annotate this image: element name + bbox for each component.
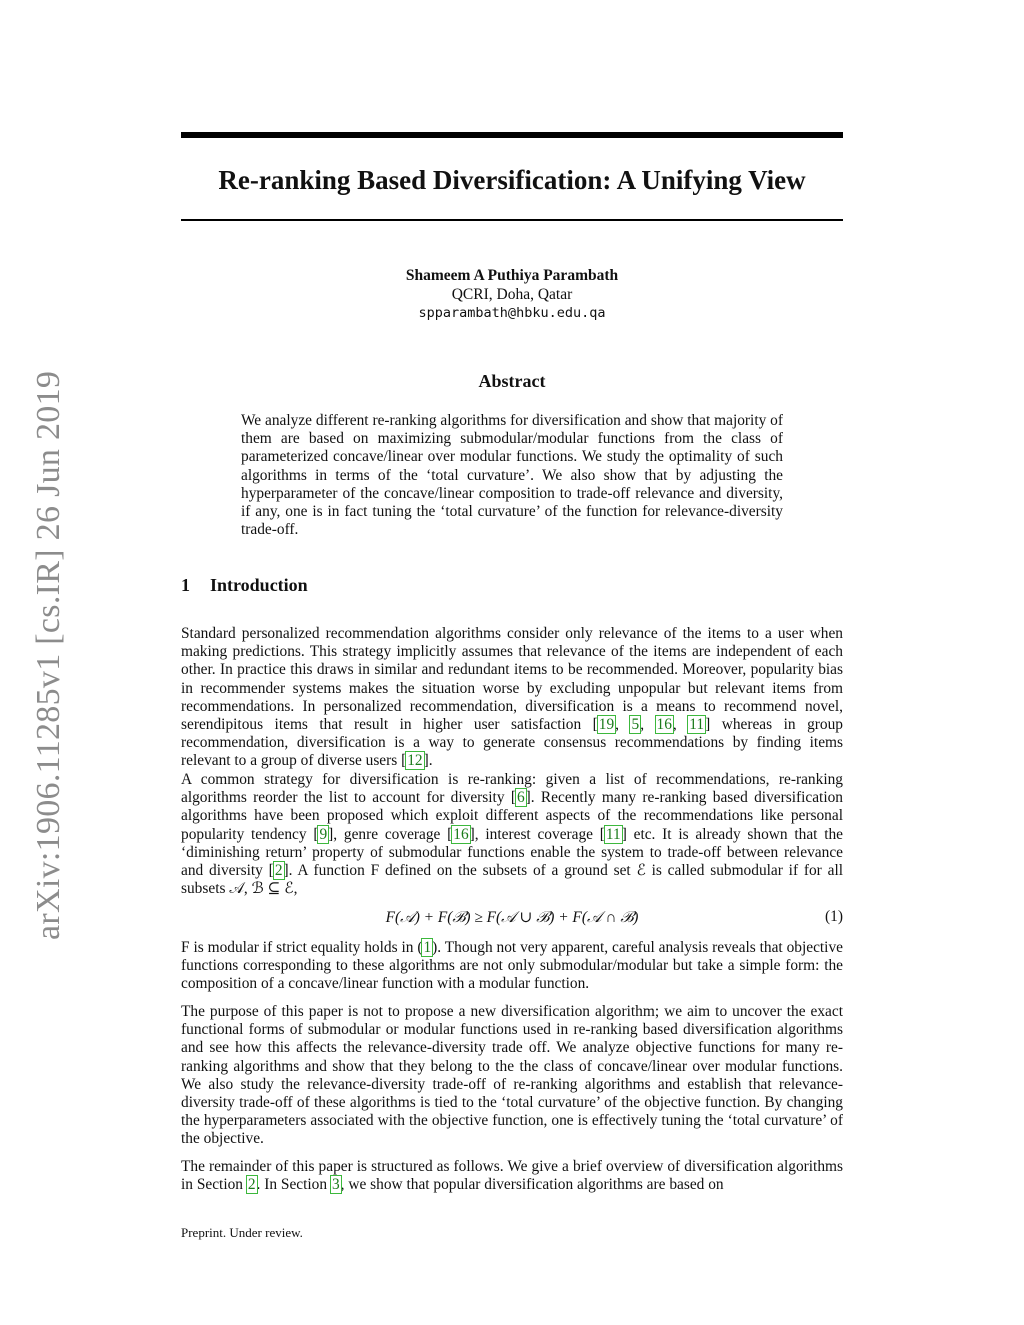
citation-link[interactable]: 11 bbox=[605, 825, 621, 843]
paragraph-2-text-b: ]. Recently many re-ranking based diversification algorithms have been proposed which exploit different aspects of the recommendations like personal popularity tendency [ bbox=[181, 789, 843, 843]
equation-number: (1) bbox=[825, 908, 843, 925]
author-email[interactable]: spparambath@hbku.edu.qa bbox=[418, 305, 606, 321]
paragraph-2-text-f: ]. A function F defined on the subsets of a ground set ℰ is called submodular if for all subsets 𝒜, ℬ ⊆ ℰ, bbox=[181, 862, 843, 898]
equation-ref-link[interactable]: 1 bbox=[423, 939, 432, 956]
author-block bbox=[181, 266, 843, 323]
section-ref-link[interactable]: 3 bbox=[331, 1176, 340, 1194]
section-heading bbox=[181, 574, 308, 596]
title-top-rule bbox=[181, 132, 843, 138]
citation-link[interactable]: 12 bbox=[407, 752, 423, 770]
paragraph-3-text-b: ). Though not very apparent, careful analysis reveals that objective functions corresponding to these algorithms are not only submodular/modular but take a simple form: the composition of a concave/linear function with a modular function. bbox=[181, 939, 843, 993]
paragraph-2-text-d: ], interest coverage [ bbox=[469, 825, 605, 843]
paper-title: Re-ranking Based Diversification: A Unifying View bbox=[218, 165, 806, 195]
citation-link[interactable]: 2 bbox=[274, 862, 283, 880]
equation-body: F(𝒜) + F(ℬ) ≥ F(𝒜 ∪ ℬ) + F(𝒜 ∩ ℬ) bbox=[385, 909, 639, 926]
citation-link[interactable]: 9 bbox=[319, 825, 328, 843]
paragraph-5-text-a: The remainder of this paper is structured as follows. We give a brief overview of diversification algorithms in Section bbox=[181, 1158, 843, 1194]
paragraph-5-text-c: , we show that popular diversification algorithms are based on bbox=[340, 1176, 724, 1194]
paragraph-5 bbox=[181, 1158, 843, 1194]
paragraph-2-text-c: ], genre coverage [ bbox=[328, 825, 453, 843]
paragraph-4: The purpose of this paper is not to propose a new diversification algorithm; we aim to uncover the exact functional forms of submodular or modular functions used in re-ranking based diversification algorithms and see how this affects the relevance-diversity trade off. We analyze objective functions for many re-ranking algorithms and show that they belong to the the class of concave/linear over modular functions. We also study the relevance-diversity trade-off of re-ranking algorithms and establish that relevance-diversity trade-off of these algorithms is tied to the ‘total curvature’ of the objective function. By changing the hyperparameters associated with the objective function, one is effectively tuning the ‘total curvature’ of the objective. bbox=[181, 1003, 843, 1148]
equation-1 bbox=[181, 908, 843, 930]
section-title: Introduction bbox=[210, 575, 308, 595]
abstract-text: We analyze different re-ranking algorithms for diversification and show that majority of them are based on maximizing submodular/modular functions from the class of parameterized concave/linear over modular functions. We study the optimality of such algorithms in terms of the ‘total curvature’. We also show that by adjusting the hyperparameter of the concave/linear composition to trade-off relevance and diversity, if any, one is in fact tuning the ‘total curvature’ of the function for relevance-diversity trade-off. bbox=[241, 412, 783, 539]
section-number: 1 bbox=[181, 575, 190, 595]
paragraph-3-text-a: F is modular if strict equality holds in ( bbox=[181, 939, 423, 956]
author-affiliation: QCRI, Doha, Qatar bbox=[451, 286, 573, 303]
citation-link[interactable]: 5 bbox=[631, 716, 640, 734]
preprint-footer: Preprint. Under review. bbox=[181, 1225, 303, 1240]
citation-link[interactable]: 16 bbox=[656, 716, 672, 734]
abstract-heading: Abstract bbox=[478, 371, 546, 391]
paragraph-1-text-a: Standard personalized recommendation algorithms consider only relevance of the items to a user when making predictions. This strategy implicitly assumes that relevance of the items are independent of each other. In practice this draws in similar and redundant items to be recommended. Moreover, popularity bias in recommender systems makes the situation worse by excluding unpopular but relevant items from recommendations. In personalized recommendation, diversification is a means to recommend novel, serendipitous items that result in higher user satisfaction [ bbox=[181, 625, 843, 734]
paragraph-5-text-b: . In Section bbox=[256, 1176, 331, 1194]
paragraph-1: Standard personalized recommendation algorithms consider only relevance of the items to a user when making predictions. This strategy implicitly assumes that relevance of the items are independent of each other. In practice this draws in similar and redundant items to be recommended. Moreover, popularity bias in recommender systems makes the situation worse by excluding unpopular but relevant items from recommendations. In personalized recommendation, diversification is a means to recommend novel, serendipitous items that result in higher user satisfaction [19, 5, 16, 11] whereas in group recommendation, diversification is a way to generate consensus recommendations by finding items relevant to a group of diverse users [12]. bbox=[181, 625, 843, 770]
paragraph-2 bbox=[181, 771, 843, 898]
citation-link[interactable]: 19 bbox=[598, 716, 615, 734]
paragraph-2-text-a: A common strategy for diversification is re-ranking: given a list of recommendations, re-ranking algorithms reorder the list to account for diversity [ bbox=[181, 771, 843, 807]
paragraph-1-end: ]. bbox=[423, 752, 433, 770]
title-bottom-rule bbox=[181, 219, 843, 221]
citation-link[interactable]: 11 bbox=[689, 716, 705, 734]
author-name: Shameem A Puthiya Parambath bbox=[405, 267, 619, 284]
paragraph-2-text-e: ] etc. It is already shown that the ‘diminishing return’ property of submodular functions enable the system to trade-off between relevance and diversity [ bbox=[181, 825, 844, 880]
paragraph-1-text-b: ] whereas in group recommendation, diversification is a way to generate consensus recommendations by finding items relevant to a group of diverse users [ bbox=[181, 716, 843, 770]
arxiv-stamp: arXiv:1906.11285v1 [cs.IR] 26 Jun 2019 bbox=[30, 370, 67, 940]
section-ref-link[interactable]: 2 bbox=[247, 1176, 256, 1194]
citation-link[interactable]: 16 bbox=[453, 825, 469, 843]
paragraph-3 bbox=[181, 939, 843, 994]
citation-link[interactable]: 6 bbox=[516, 789, 525, 807]
